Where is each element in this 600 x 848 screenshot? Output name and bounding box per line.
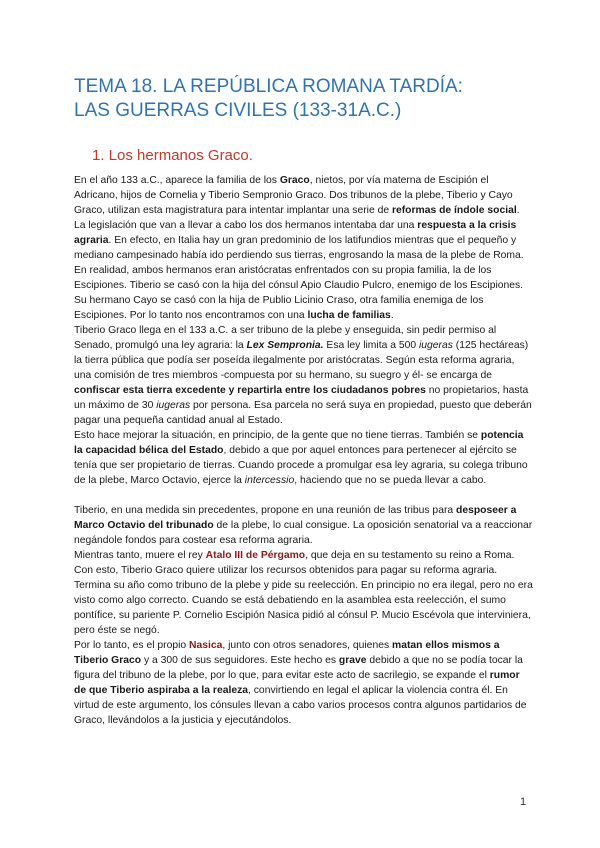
title-line-1: TEMA 18. LA REPÚBLICA ROMANA TARDÍA: <box>74 76 463 97</box>
bold-text: rumor de que Tiberio aspiraba a la realeza <box>74 670 520 696</box>
bold-italic-text: Lex Sempronia. <box>246 340 324 351</box>
text: Tiberio Graco llega en el 133 a.C. a ser tribuno de la plebe y enseguida, sin pedir permiso al Senado, promulgó una ley agraria: la <box>74 325 497 351</box>
bold-text: potencia la capacidad bélica del Estado <box>74 430 524 456</box>
text: Esto hace mejorar la situación, en principio, de la gente que no tiene tierras. También se <box>74 430 481 441</box>
text: Esa ley limita a 500 <box>323 340 419 351</box>
text: , nietos, por vía materna de Escipión el Adricano, hijos de Cornelia y Tiberio Sempronio Graco. Dos tribunos de la plebe, Tiberio y Cayo Graco, utilizan esta magistratura para intentar implantar una serie de <box>74 175 513 216</box>
highlight-text: Atalo III de Pérgamo <box>205 550 306 561</box>
text: En el año 133 a.C., aparece la familia de los <box>74 175 280 186</box>
bold-text: confiscar esta tierra excedente y repartirla entre los ciudadanos pobres <box>74 385 426 396</box>
italic-text: intercessio <box>244 475 295 486</box>
bold-text: lucha de familias <box>307 310 391 321</box>
text: Mientras tanto, muere el rey <box>74 550 206 561</box>
title-line-2: LAS GUERRAS CIVILES (133-31A.C.) <box>74 100 402 121</box>
paragraph-6 <box>74 548 534 638</box>
section-heading: 1. Los hermanos Graco. <box>92 147 253 164</box>
bold-text: matan ellos mismos a Tiberio Graco <box>74 640 500 666</box>
text: . <box>516 205 520 216</box>
text: . <box>390 310 394 321</box>
italic-text: iugeras <box>156 400 191 411</box>
text: , junto con otros senadores, quienes <box>222 640 392 651</box>
text: , que deja en su testamento su reino a Roma. Con esto, Tiberio Graco quiere utilizar los recursos obtenidos para pagar su reforma agraria. Termina su año como tribuno de la plebe y pide su reelección. En principio no era ilegal, pero no era visto como algo correcto. Cuando se está debatiendo en la asamblea esta reelección, el sumo pontífice, su pariente P. Cornelio Escipión Nasica pidió al cónsul P. Mucio Escévola que interviniera, pero éste se negó. <box>74 550 533 636</box>
bold-text: respuesta a la crisis agraria <box>74 220 517 246</box>
text: , debido a que por aquel entonces para pertenecer al ejército se tenía que ser propietario de tierras. Cuando procede a promulgar esa ley agraria, su colega tribuno de la plebe, Marco Octavio, ejerce la <box>74 445 528 486</box>
text: Por lo tanto, es el propio <box>74 640 189 651</box>
text: Tiberio, en una medida sin precedentes, propone en una reunión de las tribus para <box>74 505 457 516</box>
paragraph-2 <box>74 218 534 323</box>
paragraph-7 <box>74 638 534 728</box>
text: no propietarios, hasta un máximo de 30 <box>74 385 529 411</box>
text: (125 hectáreas) la tierra pública que podía ser poseída ilegalmente por aristócratas. Según esta reforma agraria, una comisión de tres miembros -compuesta por su hermano, su suegro y él- se encarga de <box>74 340 529 381</box>
bold-text: desposeer a Marco Octavio del tribunado <box>74 505 517 531</box>
body-text <box>74 173 534 728</box>
text: , haciendo que no se pueda llevar a cabo. <box>294 475 487 486</box>
page-title <box>74 75 544 123</box>
page-number: 1 <box>520 796 527 808</box>
bold-text: reformas de índole social <box>391 205 517 216</box>
text: , convirtiendo en legal el aplicar la violencia contra él. En virtud de este argumento, los cónsules llevan a cabo varios procesos contra algunos partidarios de Graco, llevándolos a la justicia y ejecutándolos. <box>74 685 527 726</box>
paragraph-5 <box>74 503 534 548</box>
text: La legislación que van a llevar a cabo los dos hermanos intentaba dar una <box>74 220 418 231</box>
text: debido a que no se podía tocar la figura del tribuno de la plebe, por lo que, para evitar este acto de sacrilegio, se expande el <box>74 655 523 681</box>
text: . En efecto, en Italia hay un gran predominio de los latifundios mientras que el pequeño y mediano campesinado había ido perdiendo sus tierras, engrosando la masa de la plebe de Roma. En realidad, ambos hermanos eran aristócratas enfrentados con su propia familia, la de los Escipiones. Tiberio se casó con la hija del cónsul Apio Claudio Pulcro, enemigo de los Escipiones. Su hermano Cayo se casó con la hija de Publio Licinio Craso, otra familia enemiga de los Escipiones. Por lo tanto nos encontramos con una <box>74 235 524 321</box>
text: por persona. Esa parcela no será suya en propiedad, puesto que deberán pagar una pequeña cantidad anual al Estado. <box>74 400 532 426</box>
paragraph-1 <box>74 173 534 218</box>
bold-text: grave <box>338 655 367 666</box>
bold-text: Graco <box>279 175 310 186</box>
text: de la plebe, lo cual consigue. La oposición senatorial va a reaccionar negándole fondos para costear esa reforma agraria. <box>74 520 533 546</box>
italic-text: iugeras <box>418 340 453 351</box>
paragraph-3 <box>74 323 534 428</box>
text: y a 300 de sus seguidores. Este hecho es <box>141 655 339 666</box>
paragraph-4 <box>74 428 534 488</box>
highlight-text: Nasica <box>189 640 223 651</box>
